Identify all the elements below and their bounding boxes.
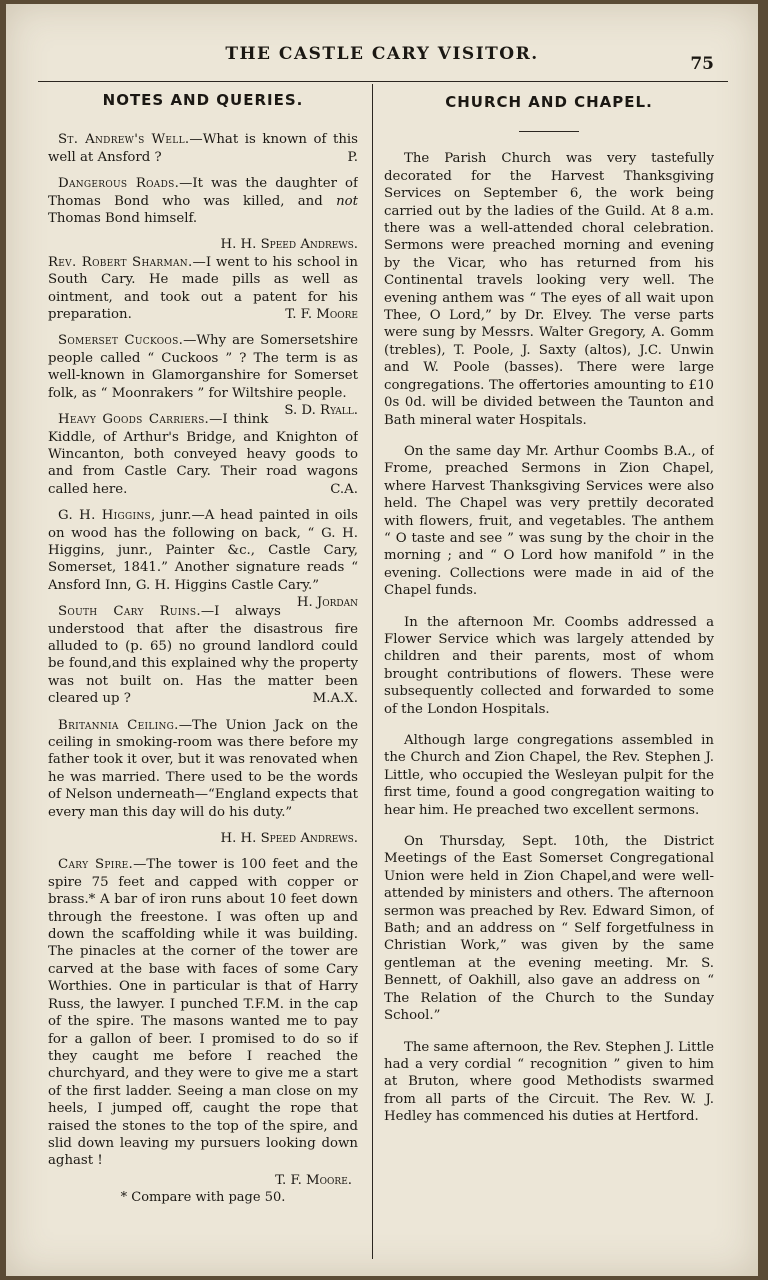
article-paragraph: On the same day Mr. Arthur Coombs B.A., of Frome, preached Sermons in Zion Chapel, where Harvest Thanksgiving Services were also held. The Chapel was very prettily decorated with flowers, fruit, and vegetables. The anthem “ O taste and see ” was sung by the choir in the morning ; and “ O Lord how manifold ” in the evening. Collections were made in aid of the Chapel funds. xyxy=(384,443,714,599)
note-body: —Why are Somersetshire people called “ Cuckoos ” ? The term is as well-known in Glamorganshire for Somerset folk, as “ Moonrakers ” for Wiltshire people. xyxy=(48,333,358,401)
article-paragraph: The Parish Church was very tastefully decorated for the Harvest Thanksgiving Services on September 6, the work being carried out by the ladies of the Guild. At 8 a.m. there was a well-attended choral celebration. Sermons were preached morning and evening by the Vicar, who has returned from his Continental travels looking very well. The evening anthem was “ The eyes of all wait upon Thee, O Lord,” by Dr. Elvey. The verse parts were sung by Messrs. Walter Gregory, A. Gomm (trebles), T. Poole, J. Saxty (altos), J.C. Unwin and W. Poole (basses). There were large congregations. The offertories amounting to £10 0s 0d. will be divided between the Taunton and Bath mineral water Hospitals. xyxy=(384,151,714,428)
note-body: —I went to his school in South Cary. He made pills as well as ointment, and took out a patent for his preparation. xyxy=(48,254,358,323)
note-title: G. H. Higgins xyxy=(58,508,152,524)
note-title: Heavy Goods Carriers. xyxy=(58,412,210,428)
note-entry xyxy=(48,717,358,821)
note-title: Dangerous Roads. xyxy=(58,176,180,192)
notes-heading: NOTES AND QUERIES. xyxy=(102,91,304,109)
note-signature: H. H. Speed Andrews. xyxy=(220,831,358,847)
note-title: South Cary Ruins. xyxy=(58,604,201,620)
note-body: —I always understood that after the disastrous fire alluded to (p. 65) no ground landlord could be found,and this explained why the property was not built on. Has the matter been cleared up ? xyxy=(48,604,358,707)
note-entry xyxy=(48,603,358,707)
note-signature: P. xyxy=(347,149,358,165)
article-paragraph: The same afternoon, the Rev. Stephen J. Little had a very cordial “ recognition ” given to him at Bruton, where good Methodists swarmed from all parts of the Circuit. The Rev. W. J. Hedley has commenced his duties at Hertford. xyxy=(384,1039,714,1125)
note-title: Cary Spire. xyxy=(58,857,134,873)
note-body-emphasis: not xyxy=(336,193,358,209)
note-entry xyxy=(48,131,358,166)
note-signature: T. F. Moore xyxy=(285,307,358,323)
header-rule xyxy=(38,81,728,82)
column-divider xyxy=(372,84,373,1259)
magazine-page xyxy=(6,4,758,1276)
note-signature: H. Jordan xyxy=(296,595,358,611)
note-body: —The tower is 100 feet and the spire 75 feet and capped with copper or brass.* A bar of iron runs about 10 feet down through the freestone. I was often up and down the scaffolding while it was building. The pinacles at the corner of the tower are carved at the base with faces of some Cary Worthies. One in particular is that of Harry Russ, the lawyer. I punched T.F.M. in the cap of the spire. The masons wanted me to pay for a gallon of beer. I promised to do so if they caught me before I reached the churchyard, and they were to give me a start of the first ladder. Seeing a man close on my heels, I jumped off, caught the rope that raised the stones to the top of the spire, and slid down leaving my pursuers looking down aghast ! xyxy=(48,857,358,1169)
note-body: —It was the daughter of Thomas Bond who was killed, and xyxy=(48,176,358,209)
church-heading: CHURCH AND CHAPEL. xyxy=(445,93,653,111)
note-title: Rev. Robert Sharman. xyxy=(48,254,193,270)
note-body: —The Union Jack on the ceiling in smoking-room was there before my father took it over, but it was renovated when he was married. There used to be the words of Nelson underneath—“England expects that every man this day will do his duty.” xyxy=(48,717,358,820)
note-body: —What is known of this well at Ansford ? xyxy=(48,132,358,165)
article-paragraph: On Thursday, Sept. 10th, the District Meetings of the East Somerset Congregational Union were held in Zion Chapel,and were well-attended by ministers and others. The afternoon sermon was preached by Rev. Edward Simon, of Bath; and an address on “ Self forgetfulness in Christian Work,” was given by the same gentleman at the evening meeting. Mr. S. Bennett, of Oakhill, also gave an address on “ The Relation of the Church to the Sunday School.” xyxy=(384,834,714,1024)
note-entry xyxy=(48,856,358,1169)
note-body: —I think Kiddle, of Arthur's Bridge, and Knighton of Wincanton, both conveyed heavy goods to and from Castle Cary. Their road wagons called here. xyxy=(48,412,358,497)
page-number: 75 xyxy=(690,54,714,74)
note-entry xyxy=(48,254,358,324)
note-signature: T. F. Moore. xyxy=(275,1172,352,1188)
note-entry xyxy=(48,175,358,227)
note-title: Somerset Cuckoos. xyxy=(58,333,184,349)
note-signature: H. H. Speed Andrews. xyxy=(220,237,358,253)
note-signature: M.A.X. xyxy=(312,691,358,707)
article-paragraph: In the afternoon Mr. Coombs addressed a Flower Service which was largely attended by children and their parents, most of whom brought contributions of flowers. These were subsequently collected and forwarded to some of the London Hospitals. xyxy=(384,614,714,717)
notes-and-queries-column xyxy=(48,88,358,1207)
note-title: St. Andrew's Well. xyxy=(58,132,190,148)
note-body: Thomas Bond himself. xyxy=(48,211,198,227)
note-signature: C.A. xyxy=(330,481,358,497)
running-title: THE CASTLE CARY VISITOR. xyxy=(225,44,539,64)
note-signature: S. D. Ryall. xyxy=(284,403,358,419)
note-entry xyxy=(48,411,358,498)
article-paragraph: Although large congregations assembled in the Church and Zion Chapel, the Rev. Stephen J. Little, who occupied the Wesleyan pulpit for the first time, found a good congregation waiting to hear him. He preached two excellent sermons. xyxy=(384,733,714,818)
note-entry xyxy=(48,507,358,611)
note-title: Britannia Ceiling. xyxy=(58,717,179,733)
note-entry xyxy=(48,332,358,419)
note-body: , junr.—A head painted in oils on wood has the following on back, “ G. H. Higgins, junr., Painter &c., Castle Cary, Somerset, 1841.” Another signature reads “ Ansford Inn, G. H. Higgins Castle Cary.” xyxy=(48,508,358,593)
church-and-chapel-column xyxy=(384,88,714,1140)
footnote: * Compare with page 50. xyxy=(120,1190,286,1206)
title-rule xyxy=(519,131,579,132)
